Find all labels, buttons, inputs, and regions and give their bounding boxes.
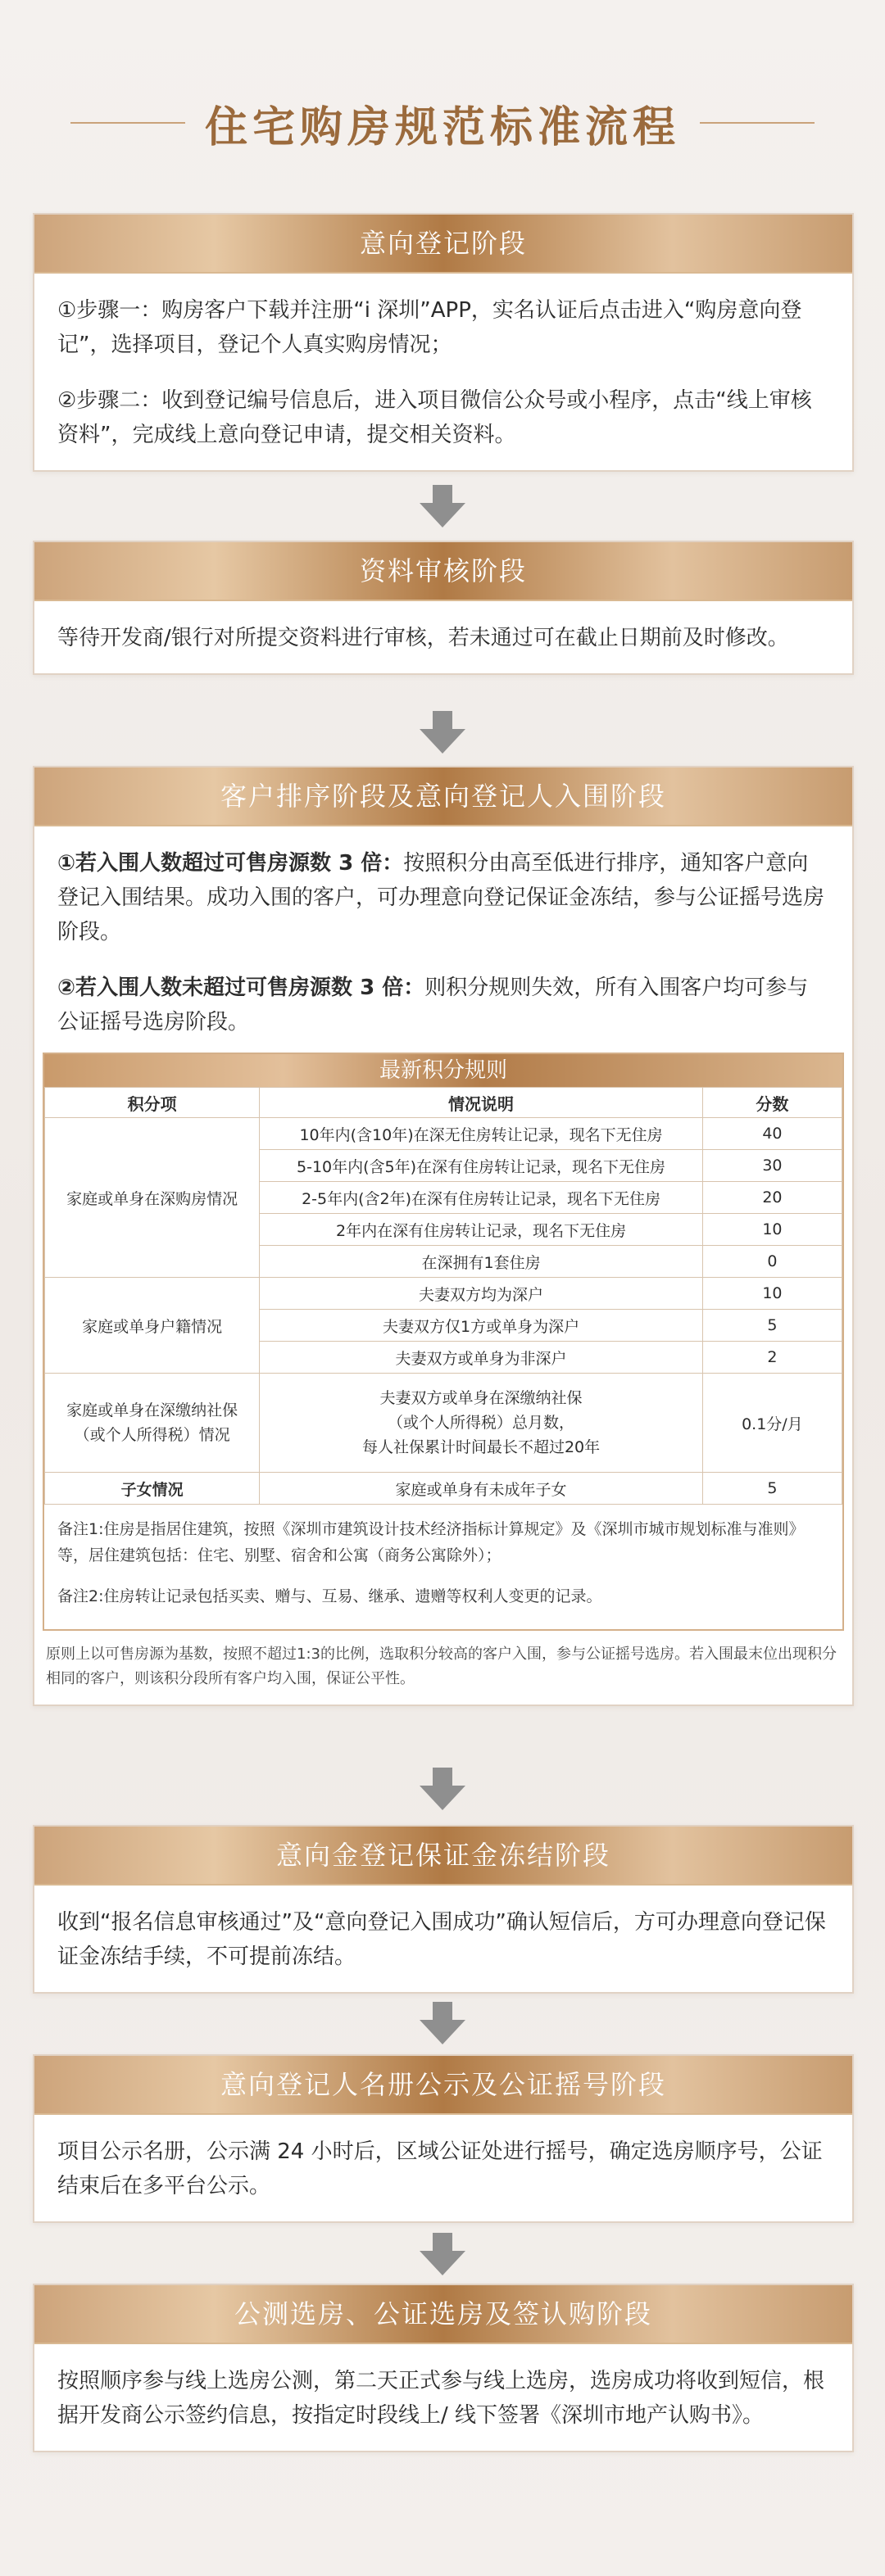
row-desc-line: （或个人所得税）总月数， xyxy=(388,1414,575,1432)
group-label-line: 家庭或单身在深缴纳社保 xyxy=(66,1401,238,1419)
table-row xyxy=(45,1374,842,1473)
score-table xyxy=(44,1087,842,1505)
table-row xyxy=(45,1278,842,1310)
page-title: 住宅购房规范标准流程 xyxy=(204,102,680,152)
col-header-score: 分数 xyxy=(702,1088,842,1118)
row-desc: 在深拥有1套住房 xyxy=(260,1246,703,1278)
table-row xyxy=(45,1118,842,1150)
row-score: 20 xyxy=(702,1182,842,1214)
rule-over-3x-lead: ①若入围人数超过可售房源数 3 倍： xyxy=(57,851,404,876)
group-label-hukou: 家庭或单身户籍情况 xyxy=(45,1278,260,1374)
ranking-footnote: 原则上以可售房源为基数，按照不超过1:3的比例，选取积分较高的客户入围，参与公证摇号选房。若入围最末位出现积分相同的客户，则该积分段所有客户均入围，保证公平性。 xyxy=(46,1646,837,1687)
row-desc: 夫妻双方仅1方或单身为深户 xyxy=(260,1310,703,1342)
section-document-review xyxy=(33,541,854,675)
section-body xyxy=(34,826,852,1044)
rule-under-3x-text: 则积分规则失效，所有入围客户均可参与公证摇号选房阶段。 xyxy=(57,976,809,1034)
group-label-line: （或个人所得税）情况 xyxy=(74,1426,230,1444)
down-arrow-icon xyxy=(416,1768,469,1810)
row-score: 10 xyxy=(702,1278,842,1310)
rule-over-3x-text: 按照积分由高至低进行排序，通知客户意向登记入围结果。成功入围的客户，可办理意向登记保证金冻结，参与公证摇号选房阶段。 xyxy=(57,851,825,944)
table-row xyxy=(45,1473,842,1505)
section-deposit-freeze xyxy=(33,1825,854,1994)
title-row xyxy=(0,90,885,156)
section-intent-registration xyxy=(33,213,854,472)
group-label-housing: 家庭或单身在深购房情况 xyxy=(45,1118,260,1278)
section-body xyxy=(34,601,852,673)
title-divider-right xyxy=(700,122,815,124)
row-score: 5 xyxy=(702,1473,842,1505)
step-two-text: ②步骤二：收到登记编号信息后，进入项目微信公众号或小程序，点击“线上审核资料”，完成线上意向登记申请，提交相关资料。 xyxy=(57,388,812,447)
row-desc-line: 夫妻双方或单身在深缴纳社保 xyxy=(379,1389,583,1407)
selection-text: 按照顺序参与线上选房公测，第二天正式参与线上选房，选房成功将收到短信，根据开发商公示签约信息，按指定时段线上/ 线下签署《深圳市地产认购书》。 xyxy=(57,2369,825,2428)
section-body xyxy=(34,1886,852,1992)
rule-over-3x xyxy=(57,846,829,949)
row-score: 5 xyxy=(702,1310,842,1342)
row-score: 30 xyxy=(702,1150,842,1182)
group-label-children: 子女情况 xyxy=(45,1473,260,1505)
section-publicity-lottery xyxy=(33,2054,854,2223)
col-header-item: 积分项 xyxy=(45,1088,260,1118)
row-desc: 家庭或单身有未成年子女 xyxy=(260,1473,703,1505)
score-rules-panel xyxy=(43,1053,844,1631)
table-header-row xyxy=(45,1088,842,1118)
section-header: 资料审核阶段 xyxy=(34,542,852,601)
title-divider-left xyxy=(70,122,185,124)
rule-under-3x xyxy=(57,971,829,1039)
row-desc: 10年内(含10年)在深无住房转让记录，现名下无住房 xyxy=(260,1118,703,1150)
score-rules-title: 最新积分规则 xyxy=(44,1054,842,1087)
row-desc: 5-10年内(含5年)在深有住房转让记录，现名下无住房 xyxy=(260,1150,703,1182)
note-1: 备注1:住房是指居住建筑，按照《深圳市建筑设计技术经济指标计算规定》及《深圳市城市规划标准与准则》等，居住建筑包括：住宅、别墅、宿舍和公寓（商务公寓除外）； xyxy=(57,1520,805,1564)
section-selection-signing xyxy=(33,2284,854,2452)
row-score: 40 xyxy=(702,1118,842,1150)
down-arrow-icon xyxy=(416,2233,469,2275)
row-score: 2 xyxy=(702,1342,842,1374)
group-label-social-security xyxy=(45,1374,260,1473)
note-2: 备注2:住房转让记录包括买卖、赠与、互易、继承、遗赠等权利人变更的记录。 xyxy=(57,1587,602,1605)
review-text: 等待开发商/银行对所提交资料进行审核，若未通过可在截止日期前及时修改。 xyxy=(57,626,789,650)
section-header: 公测选房、公证选房及签认购阶段 xyxy=(34,2285,852,2344)
row-score: 10 xyxy=(702,1214,842,1246)
section-body xyxy=(34,274,852,470)
section-header: 意向登记人名册公示及公证摇号阶段 xyxy=(34,2056,852,2115)
section-body xyxy=(34,2344,852,2451)
col-header-desc: 情况说明 xyxy=(260,1088,703,1118)
step-one-text: ①步骤一：购房客户下载并注册“i 深圳”APP，实名认证后点击进入“购房意向登记”，选择项目，登记个人真实购房情况； xyxy=(57,298,802,357)
section-body xyxy=(34,2115,852,2221)
row-score: 0.1分/月 xyxy=(702,1374,842,1473)
section-header: 客户排序阶段及意向登记人入围阶段 xyxy=(34,767,852,826)
row-score: 0 xyxy=(702,1246,842,1278)
section-header: 意向登记阶段 xyxy=(34,215,852,274)
row-desc xyxy=(260,1374,703,1473)
row-desc: 夫妻双方或单身为非深户 xyxy=(260,1342,703,1374)
row-desc-line: 每人社保累计时间最长不超过20年 xyxy=(361,1438,601,1456)
down-arrow-icon xyxy=(416,2002,469,2044)
down-arrow-icon xyxy=(416,711,469,754)
rule-under-3x-lead: ②若入围人数未超过可售房源数 3 倍： xyxy=(57,976,425,1000)
row-desc: 2-5年内(含2年)在深有住房转让记录，现名下无住房 xyxy=(260,1182,703,1214)
row-desc: 2年内在深有住房转让记录，现名下无住房 xyxy=(260,1214,703,1246)
row-desc: 夫妻双方均为深户 xyxy=(260,1278,703,1310)
lottery-text: 项目公示名册，公示满 24 小时后，区域公证处进行摇号，确定选房顺序号，公证结束后在多平台公示。 xyxy=(57,2139,823,2198)
section-ranking xyxy=(33,766,854,1706)
deposit-text: 收到“报名信息审核通过”及“意向登记入围成功”确认短信后，方可办理意向登记保证金冻结手续，不可提前冻结。 xyxy=(57,1910,826,1969)
table-notes xyxy=(44,1505,842,1629)
down-arrow-icon xyxy=(416,485,469,527)
section-header: 意向金登记保证金冻结阶段 xyxy=(34,1827,852,1886)
